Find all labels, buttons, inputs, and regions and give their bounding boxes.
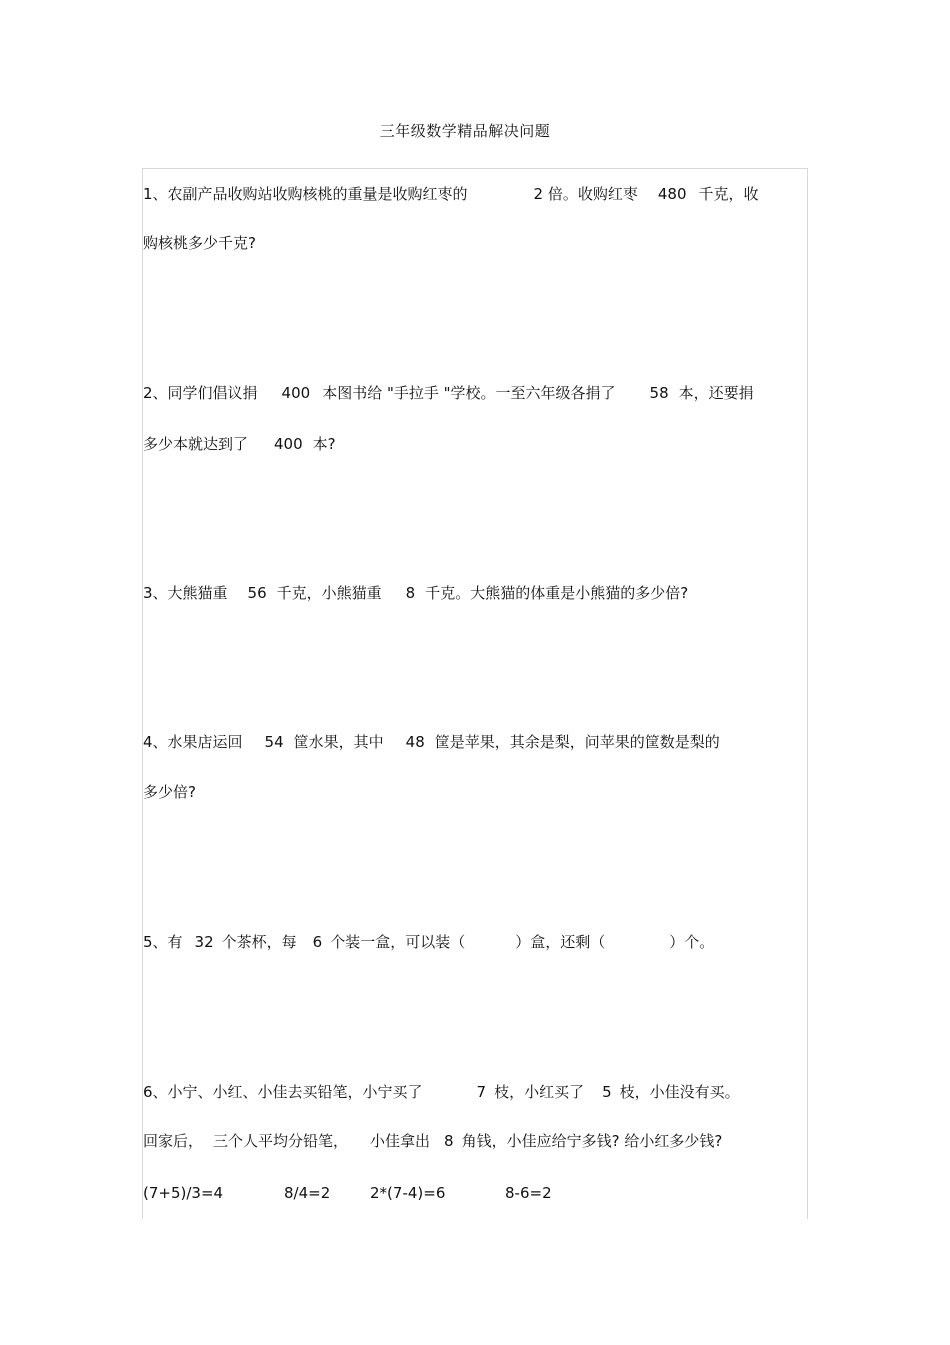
question-1-line-1: 1、农副产品收购站收购核桃的重量是收购红枣的 2 倍。收购红枣 480 千克，收 — [143, 185, 759, 203]
question-5-line-1: 5、有 32 个茶杯，每 6 个装一盒，可以装（ ）盒，还剩（ ）个。 — [143, 933, 715, 951]
calc-step-4: 8-6=2 — [505, 1184, 552, 1202]
question-4-line-1: 4、水果店运回 54 筐水果，其中 48 筐是苹果，其余是梨，问苹果的筐数是梨的 — [143, 733, 720, 751]
question-6-line-1: 6、小宁、小红、小佳去买铅笔，小宁买了 7 枝，小红买了 5 枝，小佳没有买。 — [143, 1083, 740, 1101]
content-frame — [142, 168, 808, 1219]
question-2-line-1: 2、同学们倡议捐 400 本图书给 "手拉手 "学校。一至六年级各捐了 58 本，还要捐 — [143, 384, 754, 402]
question-3-line-1: 3、大熊猫重 56 千克，小熊猫重 8 千克。大熊猫的体重是小熊猫的多少倍? — [143, 584, 689, 602]
calc-step-3: 2*(7-4)=6 — [370, 1184, 446, 1202]
question-2-line-2: 多少本就达到了 400 本? — [143, 435, 336, 453]
calc-step-2: 8/4=2 — [284, 1184, 331, 1202]
page-title: 三年级数学精品解决问题 — [379, 122, 551, 140]
question-1-line-2: 购核桃多少千克? — [143, 234, 256, 252]
calc-step-1: (7+5)/3=4 — [143, 1184, 224, 1202]
question-6-line-2: 回家后， 三个人平均分铅笔， 小佳拿出 8 角钱，小佳应给宁多钱? 给小红多少钱? — [143, 1132, 723, 1150]
question-4-line-2: 多少倍? — [143, 783, 196, 801]
